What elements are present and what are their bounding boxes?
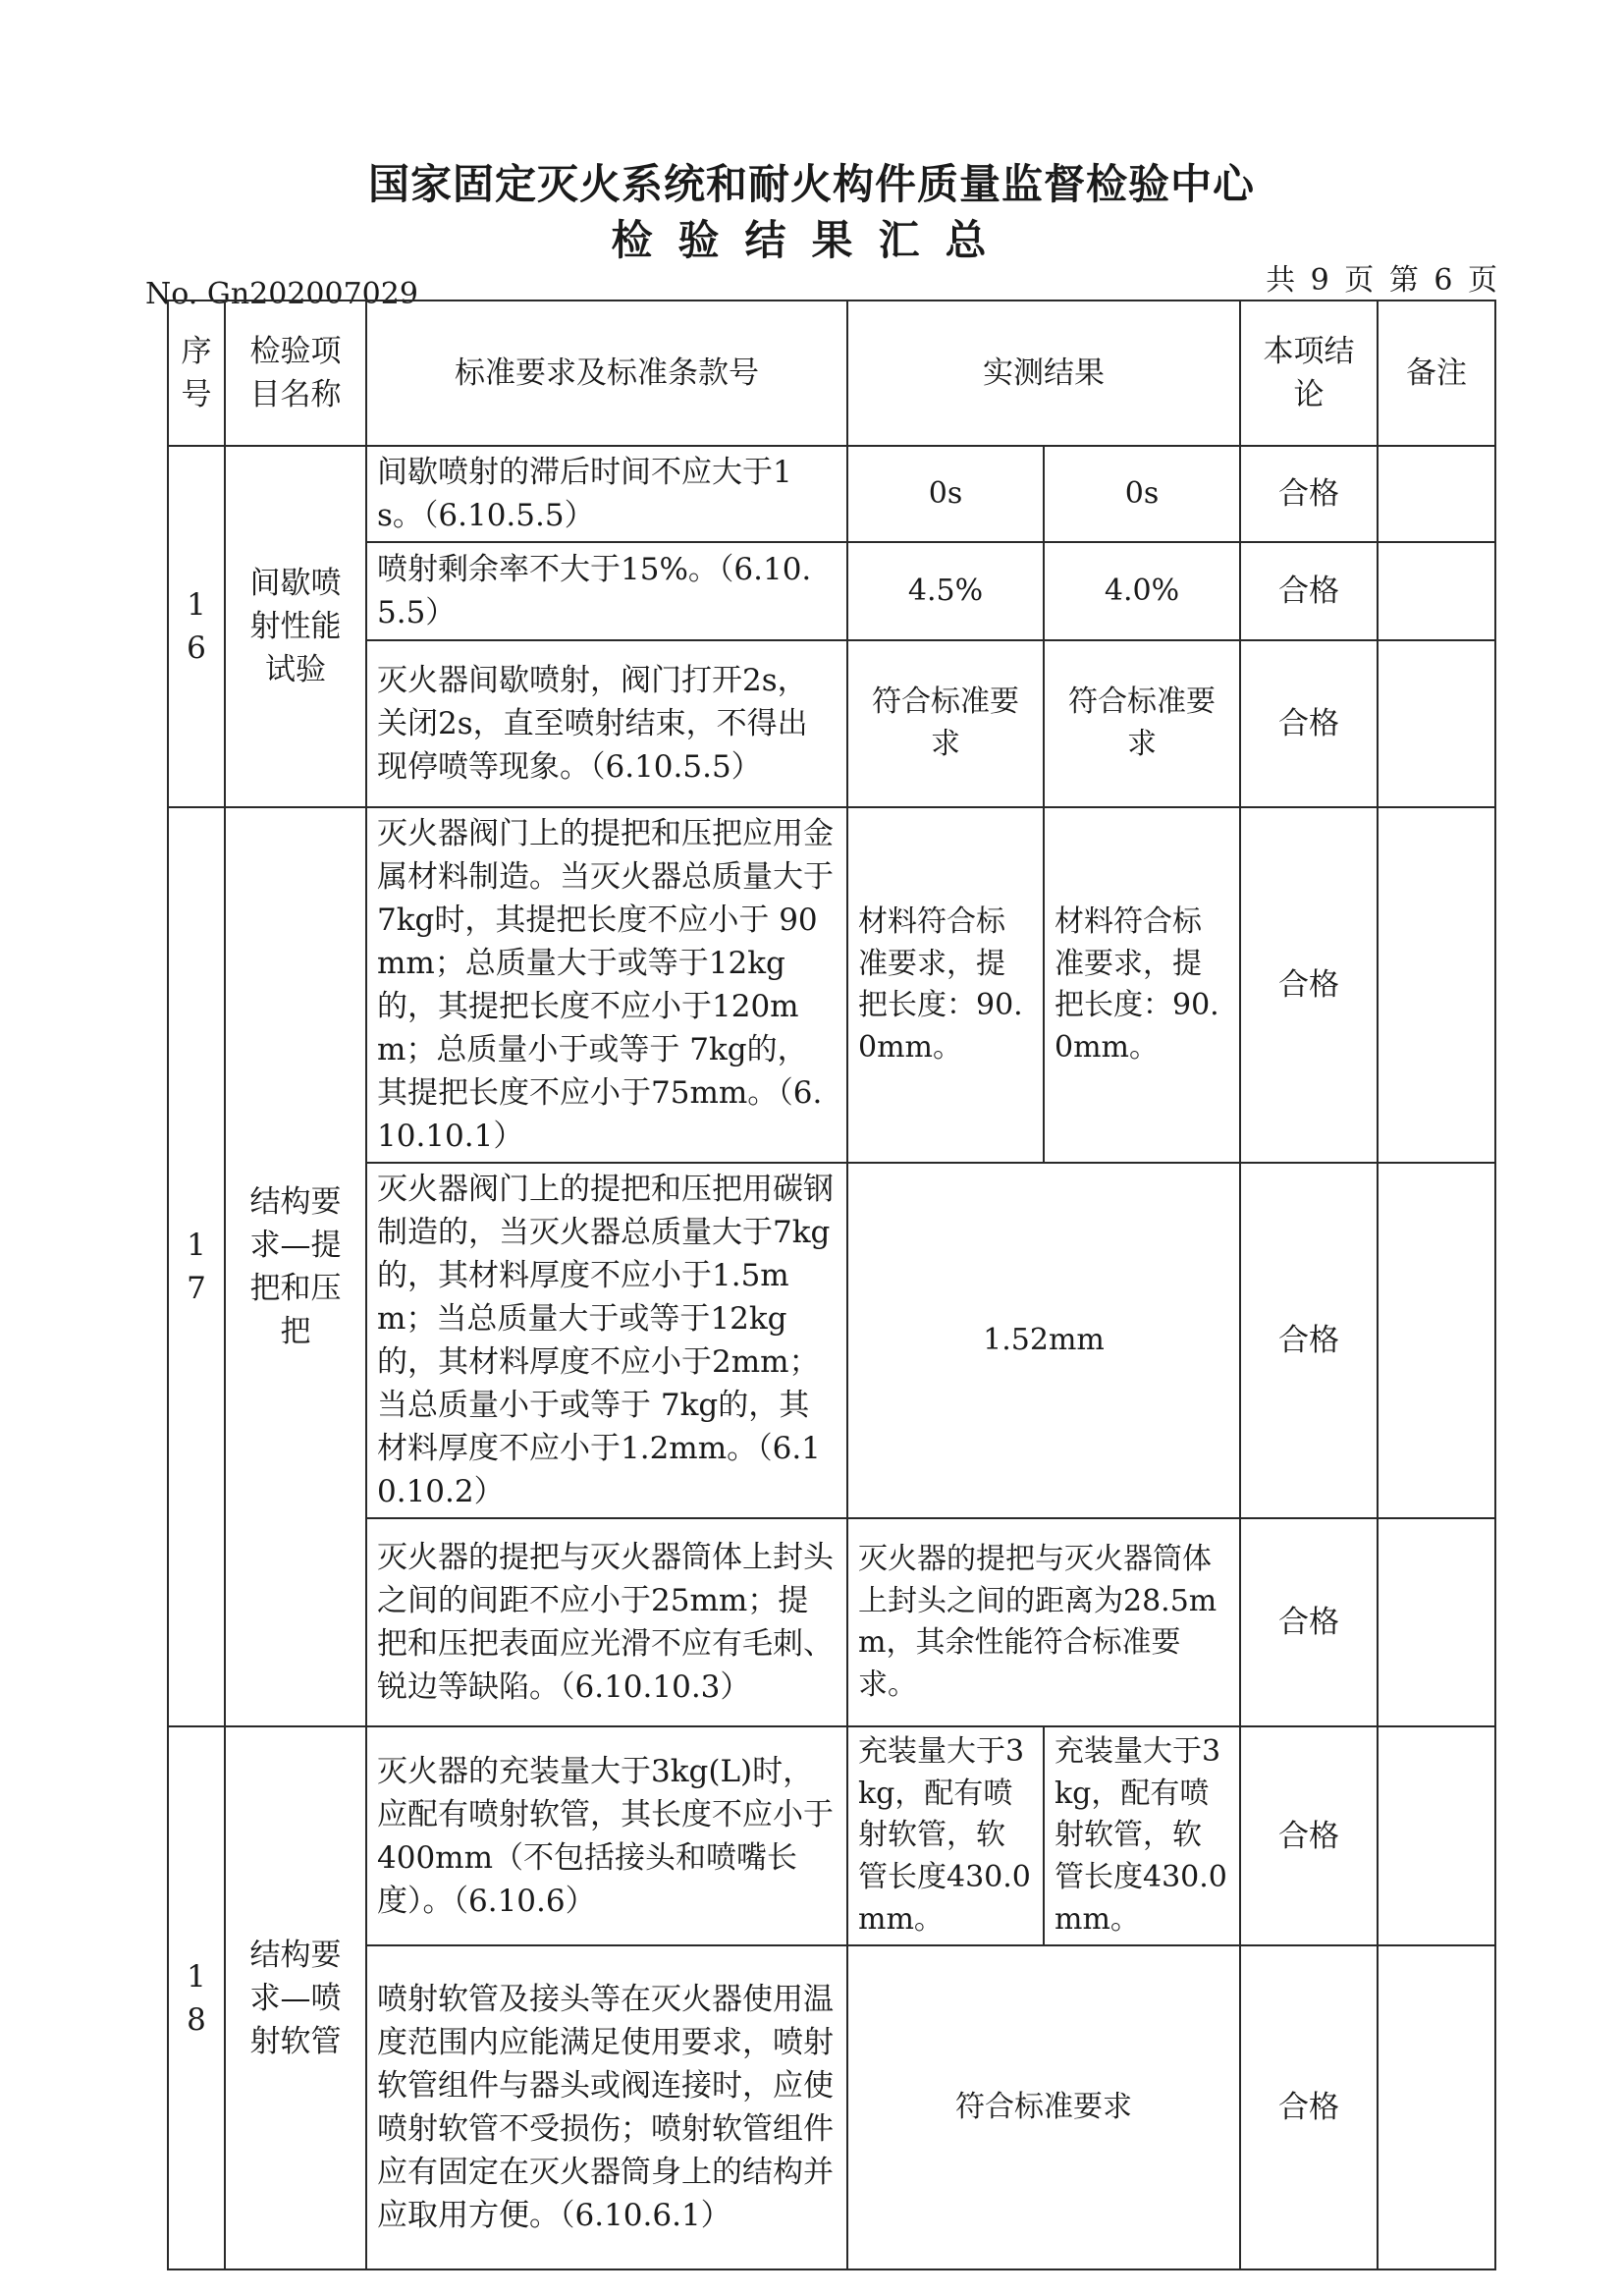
measured-cell-2: 充装量大于3kg，配有喷射软管，软管长度430.0mm。 [1044,1726,1240,1945]
remarks-cell [1378,542,1495,640]
row-item: 间歇喷射性能试验 [225,446,366,807]
table-row [168,1163,1495,1518]
table-row [168,446,1495,542]
remarks-cell [1378,1726,1495,1945]
conclusion-cell: 合格 [1240,1518,1378,1726]
header-seq: 序号 [168,301,225,446]
remarks-cell [1378,640,1495,807]
header-remarks: 备注 [1378,301,1495,446]
measured-cell-1: 充装量大于3kg，配有喷射软管，软管长度430.0mm。 [847,1726,1044,1945]
report-number: No. Gn202007029 [145,277,418,311]
measured-cell-2: 材料符合标准要求，提把长度：90.0mm。 [1044,807,1240,1163]
remarks-cell [1378,1163,1495,1518]
table-row [168,807,1495,1163]
header-measured: 实测结果 [847,301,1240,446]
measured-merged-cell: 灭火器的提把与灭火器筒体上封头之间的距离为28.5mm，其余性能符合标准要求。 [847,1518,1240,1726]
measured-cell-2: 0s [1044,446,1240,542]
results-table [167,300,1496,2270]
measured-cell-2: 4.0% [1044,542,1240,640]
conclusion-cell: 合格 [1240,807,1378,1163]
row-seq: 17 [168,807,225,1726]
standard-cell: 灭火器间歇喷射，阀门打开2s，关闭2s，直至喷射结束，不得出现停喷等现象。（6.10.5.5） [366,640,847,807]
remarks-cell [1378,1945,1495,2269]
standard-cell: 灭火器阀门上的提把和压把应用金属材料制造。当灭火器总质量大于7kg时，其提把长度不应小于 90mm；总质量大于或等于12kg 的，其提把长度不应小于120mm；总质量小于或等于 7kg的，其提把长度不应小于75mm。（6.10.10.1） [366,807,847,1163]
conclusion-cell: 合格 [1240,1726,1378,1945]
header-item: 检验项目名称 [225,301,366,446]
measured-cell-2: 符合标准要求 [1044,640,1240,807]
table-header-row [168,301,1495,446]
conclusion-cell: 合格 [1240,640,1378,807]
row-seq: 18 [168,1726,225,2269]
table-row [168,542,1495,640]
row-seq: 16 [168,446,225,807]
remarks-cell [1378,446,1495,542]
remarks-cell [1378,1518,1495,1726]
standard-cell: 喷射剩余率不大于15%。（6.10.5.5） [366,542,847,640]
table-row [168,1518,1495,1726]
measured-merged-cell: 1.52mm [847,1163,1240,1518]
conclusion-cell: 合格 [1240,1945,1378,2269]
measured-cell-1: 材料符合标准要求，提把长度：90.0mm。 [847,807,1044,1163]
table-row [168,640,1495,807]
conclusion-cell: 合格 [1240,542,1378,640]
standard-cell: 灭火器阀门上的提把和压把用碳钢制造的，当灭火器总质量大于7kg的，其材料厚度不应小于1.5mm；当总质量大于或等于12kg 的，其材料厚度不应小于2mm；当总质量小于或等于 7kg的，其材料厚度不应小于1.2mm。（6.10.10.2） [366,1163,847,1518]
page-indicator: 共 9 页 第 6 页 [1266,263,1497,298]
measured-cell-1: 4.5% [847,542,1044,640]
row-item: 结构要求—提把和压把 [225,807,366,1726]
measured-cell-1: 符合标准要求 [847,640,1044,807]
table-row [168,1945,1495,2269]
header-conclusion: 本项结论 [1240,301,1378,446]
conclusion-cell: 合格 [1240,446,1378,542]
standard-cell: 灭火器的充装量大于3kg(L)时，应配有喷射软管，其长度不应小于400mm（不包括接头和喷嘴长度）。（6.10.6） [366,1726,847,1945]
remarks-cell [1378,807,1495,1163]
report-title: 国家固定灭火系统和耐火构件质量监督检验中心 [367,160,1255,208]
table-row [168,1726,1495,1945]
measured-cell-1: 0s [847,446,1044,542]
conclusion-cell: 合格 [1240,1163,1378,1518]
row-item: 结构要求—喷射软管 [225,1726,366,2269]
header-standard: 标准要求及标准条款号 [366,301,847,446]
standard-cell: 间歇喷射的滞后时间不应大于1s。（6.10.5.5） [366,446,847,542]
report-subtitle: 检验结果汇总 [611,216,1012,264]
standard-cell: 灭火器的提把与灭火器筒体上封头之间的间距不应小于25mm；提把和压把表面应光滑不应有毛刺、锐边等缺陷。（6.10.10.3） [366,1518,847,1726]
measured-merged-cell: 符合标准要求 [847,1945,1240,2269]
standard-cell: 喷射软管及接头等在灭火器使用温度范围内应能满足使用要求，喷射软管组件与器头或阀连接时，应使喷射软管不受损伤；喷射软管组件应有固定在灭火器筒身上的结构并应取用方便。（6.10.6.1） [366,1945,847,2269]
